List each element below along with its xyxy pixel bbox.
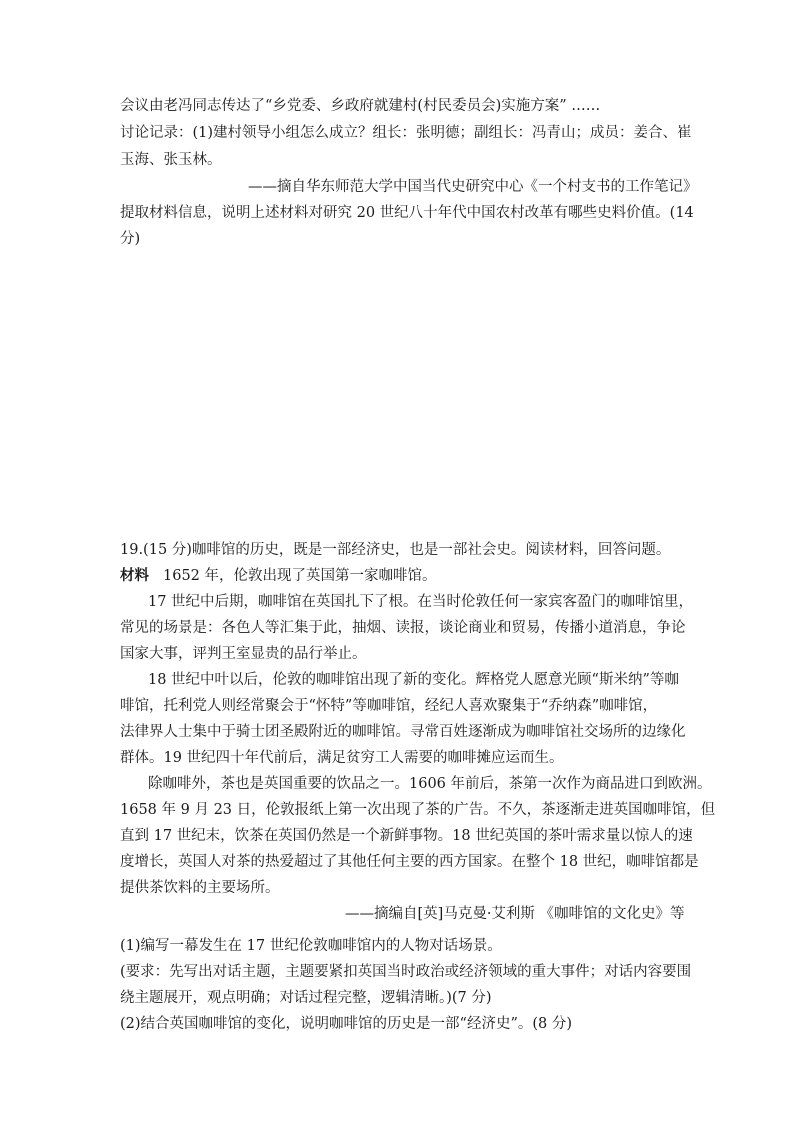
- paragraph-line: 啡馆，托利党人则经常聚会于“怀特”等咖啡馆，经纪人喜欢聚集于“乔纳森”咖啡馆，: [120, 698, 658, 714]
- question-19-header: 19.(15 分)咖啡馆的历史，既是一部经济史，也是一部社会史。阅读材料，回答问题。: [120, 542, 671, 558]
- sub-question-1-requirement: (要求：先写出对话主题，主题要紧扣英国当时政治或经济领域的重大事件；对话内容要围: [120, 964, 692, 980]
- discussion-record-line: 讨论记录：(1)建村领导小组怎么成立？组长：张明德；副组长：冯青山；成员：姜合、崔: [120, 125, 692, 141]
- paragraph-line: 1658 年 9 月 23 日，伦敦报纸上第一次出现了茶的广告。不久，茶逐渐走进英国咖啡馆，但: [120, 802, 716, 818]
- sub-question-1-requirement: 绕主题展开，观点明确；对话过程完整，逻辑清晰。)(7 分): [120, 990, 492, 1006]
- paragraph-line: 18 世纪中叶以后，伦敦的咖啡馆出现了新的变化。辉格党人愿意光顾“斯米纳”等咖: [148, 672, 679, 688]
- paragraph-line: 除咖啡外，茶也是英国重要的饮品之一。1606 年前后，茶第一次作为商品进口到欧洲。: [148, 776, 712, 792]
- paragraph-line: 直到 17 世纪末，饮茶在英国仍然是一个新鲜事物。18 世纪英国的茶叶需求量以惊人的速: [120, 828, 693, 844]
- source-citation: ——摘自华东师范大学中国当代史研究中心《一个村支书的工作笔记》: [248, 179, 698, 195]
- paragraph-line: 提供茶饮料的主要场所。: [120, 880, 280, 896]
- paragraph-line: 17 世纪中后期，咖啡馆在英国扎下了根。在当时伦敦任何一家宾客盈门的咖啡馆里，: [148, 594, 694, 610]
- paragraph-line: 法律界人士集中于骑士团圣殿附近的咖啡馆。寻常百姓逐渐成为咖啡馆社交场所的边缘化: [120, 724, 686, 740]
- paragraph-line: 常见的场景是：各色人等汇集于此，抽烟、读报，谈论商业和贸易，传播小道消息，争论: [120, 620, 686, 636]
- paragraph-line: 度增长，英国人对茶的热爱超过了其他任何主要的西方国家。在整个 18 世纪，咖啡馆都是: [120, 854, 699, 870]
- paragraph-line: 国家大事，评判王室显贵的品行举止。: [120, 646, 367, 662]
- paragraph-line: 群体。19 世纪四十年代前后，满足贫穷工人需要的咖啡摊应运而生。: [120, 750, 564, 766]
- question-text: 提取材料信息，说明上述材料对研究 20 世纪八十年代中国农村改革有哪些史料价值。(14: [120, 205, 694, 221]
- source-citation: ——摘编自[英]马克曼·艾利斯 《咖啡馆的文化史》等: [345, 906, 685, 922]
- discussion-record-line: 玉海、张玉林。: [120, 152, 222, 168]
- material-first-sentence: 1652 年，伦敦出现了英国第一家咖啡馆。: [163, 568, 437, 584]
- material-line: 会议由老冯同志传达了“乡党委、乡政府就建村(村民委员会)实施方案” ……: [120, 98, 601, 114]
- material-intro: [120, 566, 437, 586]
- sub-question-1: (1)编写一幕发生在 17 世纪伦敦咖啡馆内的人物对话场景。: [120, 938, 502, 954]
- sub-question-2: (2)结合英国咖啡馆的变化，说明咖啡馆的历史是一部“经济史”。(8 分): [120, 1016, 573, 1032]
- question-text: 分): [120, 231, 141, 247]
- material-label: 材料: [120, 567, 149, 584]
